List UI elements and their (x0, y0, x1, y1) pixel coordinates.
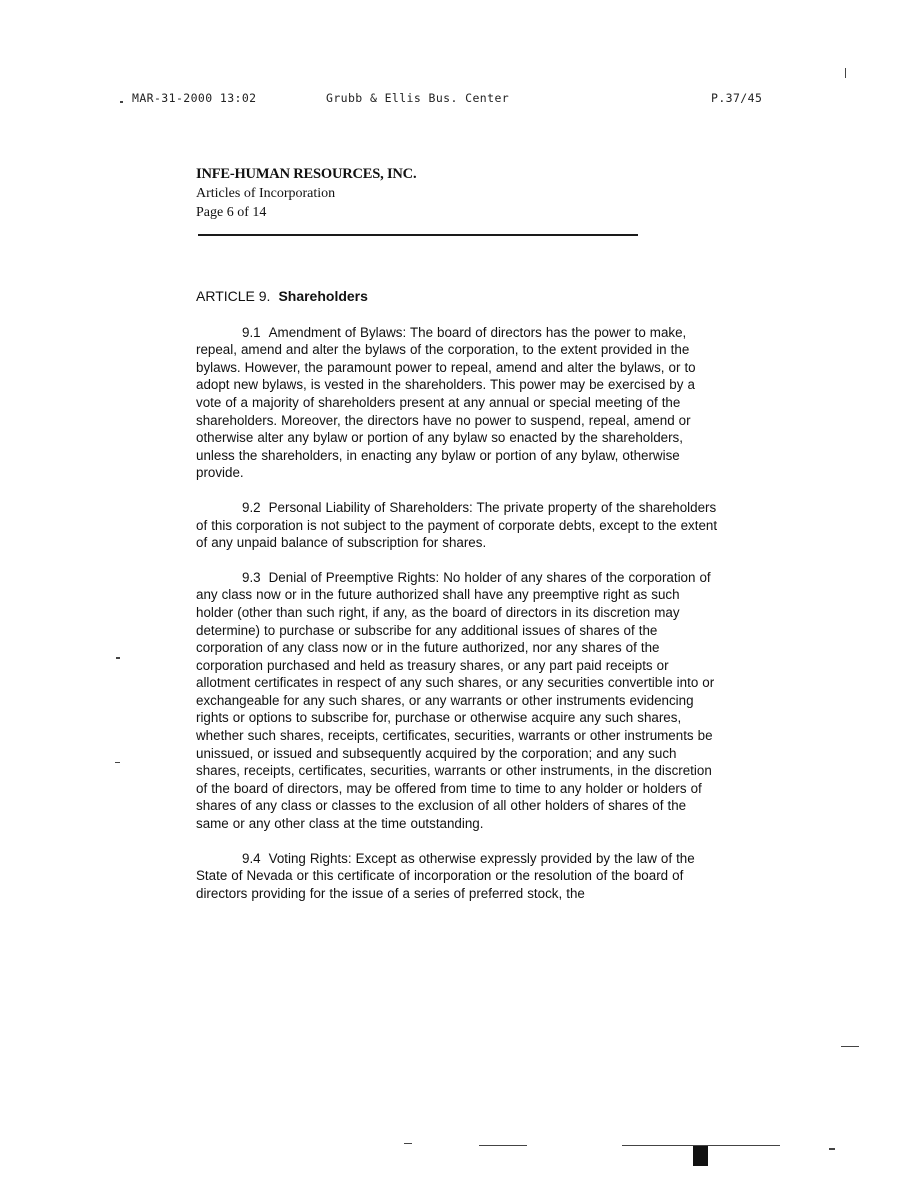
document-title: Articles of Incorporation (196, 186, 336, 201)
document-body (196, 288, 718, 919)
header-divider (198, 234, 638, 236)
section-number: 9.3 (242, 569, 261, 585)
scan-artifact (829, 1148, 835, 1150)
fax-header (0, 91, 918, 109)
section-paragraph (196, 850, 718, 903)
section-paragraph (196, 569, 718, 833)
scan-artifact (479, 1145, 527, 1146)
section-text: Denial of Preemptive Rights: No holder of any shares of the corporation of any class now or in the future authorized shall have any preemptive right as such holder (other than such right, if any, as the board of directors in its discretion may determine) to purchase or subscribe for any additional issues of shares of the corporation of any class now or in the future authorized, nor any shares of the corporation purchased and held as treasury shares, or any part paid receipts or allotment certificates in respect of any such shares, or any securities convertible into or exchangeable for any such shares, or any warrants or other instruments evidencing rights or options to subscribe for, purchase or otherwise acquire any such shares, whether such shares, receipts, certificates, securities, warrants or other instruments be unissued, or issued and subsequently acquired by the corporation; and any such shares, receipts, certificates, securities, warrants or other instruments, in the discretion of the board of directors, may be offered from time to time to any holder or holders of shares of any class or classes to the exclusion of all other holders of shares of the same or any other class at the time outstanding. (196, 569, 715, 832)
section-text: Voting Rights: Except as otherwise expressly provided by the law of the State of Nevada or this certificate of incorporation or the resolution of the board of directors providing for the issue of a series of preferred stock, the (196, 850, 695, 901)
fax-sender: Grubb & Ellis Bus. Center (326, 91, 510, 105)
section-text: Amendment of Bylaws: The board of directors has the power to make, repeal, amend and alter the bylaws of the corporation, to the extent provided in the bylaws. However, the paramount power to repeal, amend and alter the bylaws, or to adopt new bylaws, is vested in the shareholders. This power may be exercised by a vote of a majority of shareholders present at any annual or special meeting of the shareholders. Moreover, the directors have no power to suspend, repeal, amend or otherwise alter any bylaw or portion of any bylaw so enacted by the shareholders, unless the shareholders, in enacting any bylaw or portion of any bylaw, otherwise provide. (196, 324, 696, 481)
scan-artifact (841, 1046, 859, 1047)
fax-registration-mark (693, 1146, 708, 1166)
section-paragraph (196, 499, 718, 552)
company-name: INFE-HUMAN RESOURCES, INC. (196, 166, 417, 182)
scan-artifact (404, 1143, 412, 1144)
scan-artifact (845, 68, 846, 78)
section-number: 9.4 (242, 850, 261, 866)
article-label: ARTICLE 9. (196, 288, 271, 304)
scan-artifact (115, 762, 120, 763)
section-number: 9.2 (242, 499, 261, 515)
letterhead (196, 165, 416, 222)
article-title: Shareholders (278, 288, 368, 304)
scan-artifact (120, 101, 123, 103)
fax-page-number: P.37/45 (711, 91, 763, 105)
section-text: Personal Liability of Shareholders: The private property of the shareholders of this corporation is not subject to the payment of corporate debts, except to the extent of any unpaid balance of subscription for shares. (196, 499, 718, 551)
page-indicator: Page 6 of 14 (196, 205, 267, 220)
article-heading (196, 288, 718, 306)
scan-artifact (116, 657, 120, 659)
section-number: 9.1 (242, 324, 261, 340)
fax-timestamp: MAR-31-2000 13:02 (132, 91, 257, 105)
section-paragraph (196, 324, 718, 482)
